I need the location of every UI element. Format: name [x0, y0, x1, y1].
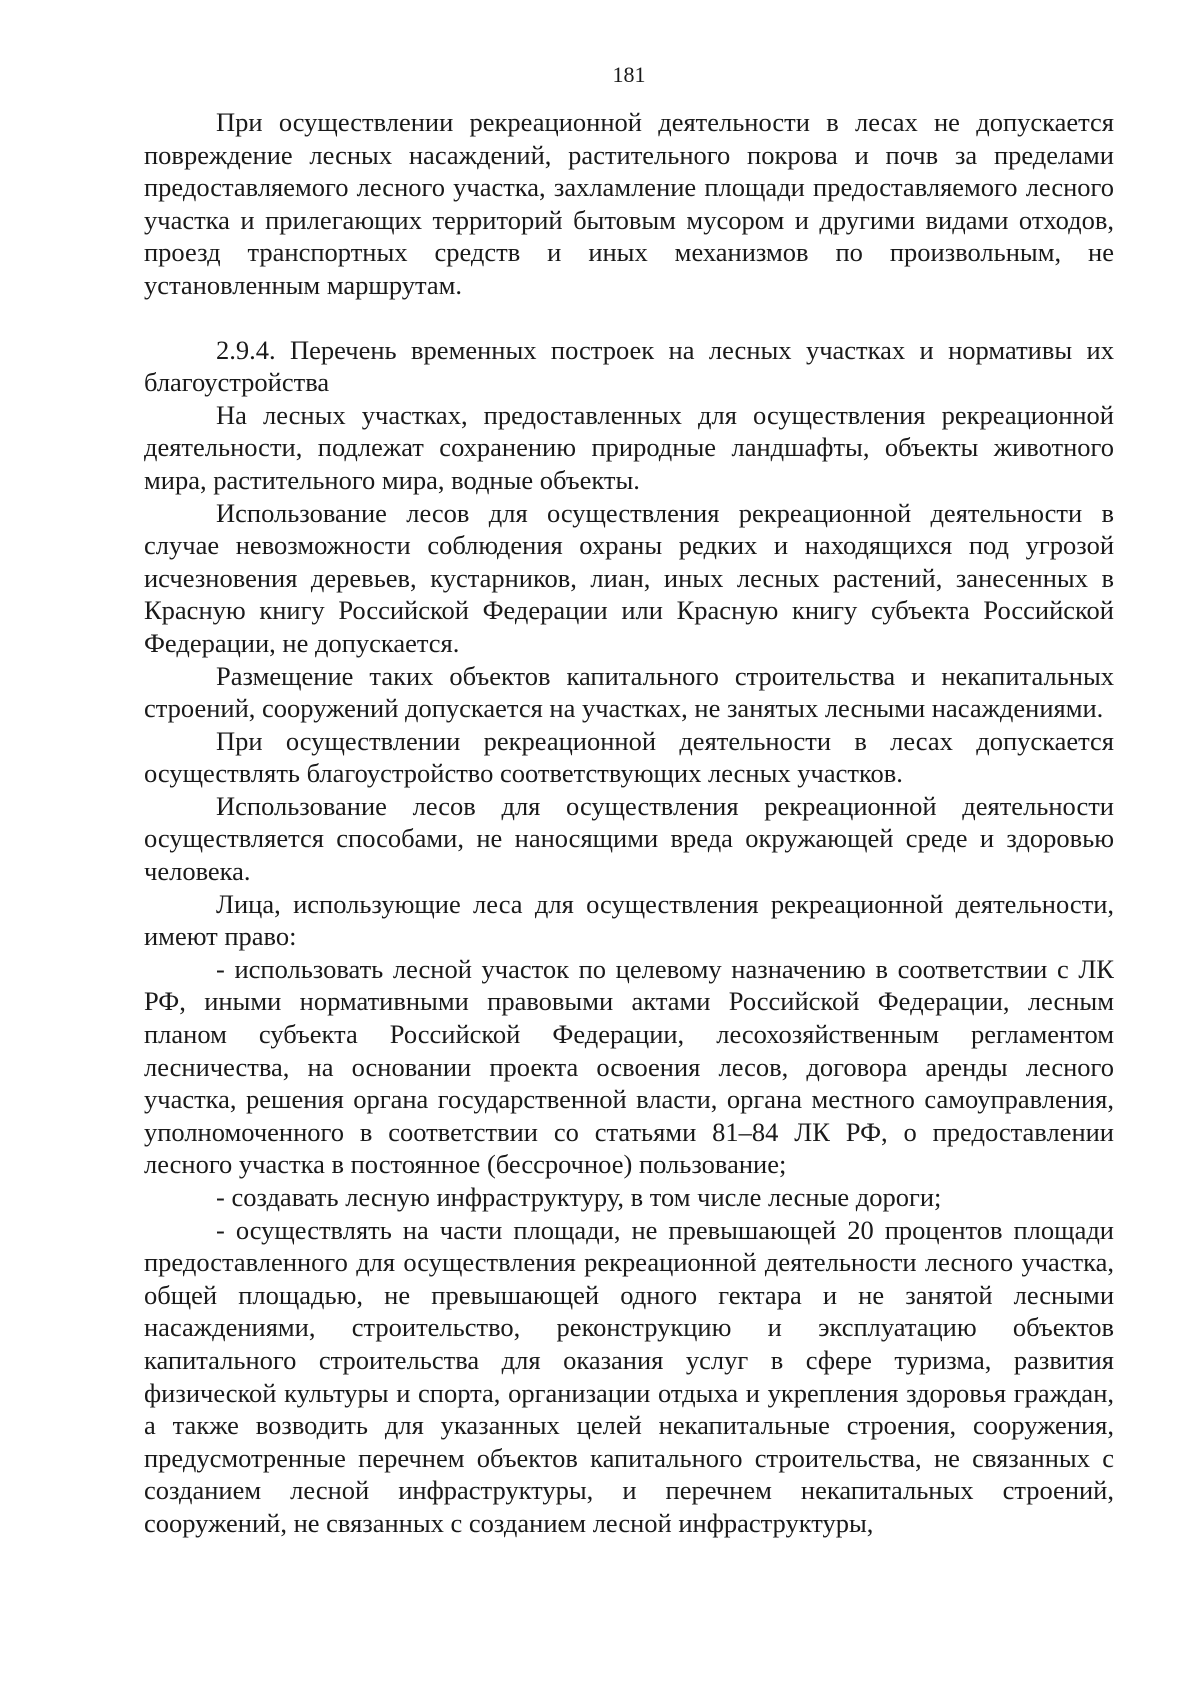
list-item-infrastructure: - создавать лесную инфраструктуру, в том числе лесные дороги; [216, 1182, 942, 1212]
paragraph-rights-intro: Лица, использующие леса для осуществления рекреационной деятельности, имеют право: [144, 888, 1114, 952]
paragraph-restrictions: При осуществлении рекреационной деятельности в лесах не допускается повреждение лесных насаждений, растительного покрова и почв за пределами предоставляемого лесного участка, захламление площади предоставляемого лесного участка и прилегающих территорий бытовым мусором и другими видами отходов, проезд транспортных средств и иных механизмов по произвольным, не установленным маршрутам. [144, 107, 1114, 300]
section-heading-2-9-4: 2.9.4. Перечень временных построек на лесных участках и нормативы их благоустройства [144, 334, 1114, 398]
paragraph-red-book: Использование лесов для осуществления рекреационной деятельности в случае невозможности соблюдения охраны редких и находящихся под угрозой исчезновения деревьев, кустарников, лиан, иных лесных растений, занесенных в Красную книгу Российской Федерации или Красную книгу субъекта Российской Федерации, не допускается. [144, 497, 1114, 658]
list-item-construction: - осуществлять на части площади, не превышающей 20 процентов площади предоставленного для осуществления рекреационной деятельности лесного участка, общей площадью, не превышающей одного гектара и не занятой лесными насаждениями, строительство, реконструкцию и эксплуатацию объектов капитального строительства для оказания услуг в сфере туризма, развития физической культуры и спорта, организации отдыха и укрепления здоровья граждан, а также возводить для указанных целей некапитальные строения, сооружения, предусмотренные перечнем объектов капитального строительства, не связанных с созданием лесной инфраструктуры, и перечнем некапитальных строений, сооружений, не связанных с созданием лесной инфраструктуры, [144, 1214, 1114, 1538]
paragraph-placement: Размещение таких объектов капитального строительства и некапитальных строений, сооружений допускается на участках, не занятых лесными насаждениями. [144, 660, 1114, 724]
document-page [144, 60, 1114, 1540]
paragraph-methods: Использование лесов для осуществления рекреационной деятельности осуществляется способами, не наносящими вреда окружающей среде и здоровью человека. [144, 790, 1114, 887]
list-item-use-plot: - использовать лесной участок по целевому назначению в соответствии с ЛК РФ, иными нормативными правовыми актами Российской Федерации, лесным планом субъекта Российской Федерации, лесохозяйственным регламентом лесничества, на основании проекта освоения лесов, договора аренды лесного участка, решения органа государственной власти, органа местного самоуправления, уполномоченного в соответствии со статьями 81–84 ЛК РФ, о предоставлении лесного участка в постоянное (бессрочное) пользование; [144, 953, 1114, 1180]
paragraph-improvement: При осуществлении рекреационной деятельности в лесах допускается осуществлять благоустройство соответствующих лесных участков. [144, 725, 1114, 789]
page-number: 181 [612, 62, 646, 87]
paragraph-preservation: На лесных участках, предоставленных для осуществления рекреационной деятельности, подлежат сохранению природные ландшафты, объекты животного мира, растительного мира, водные объекты. [144, 399, 1114, 495]
